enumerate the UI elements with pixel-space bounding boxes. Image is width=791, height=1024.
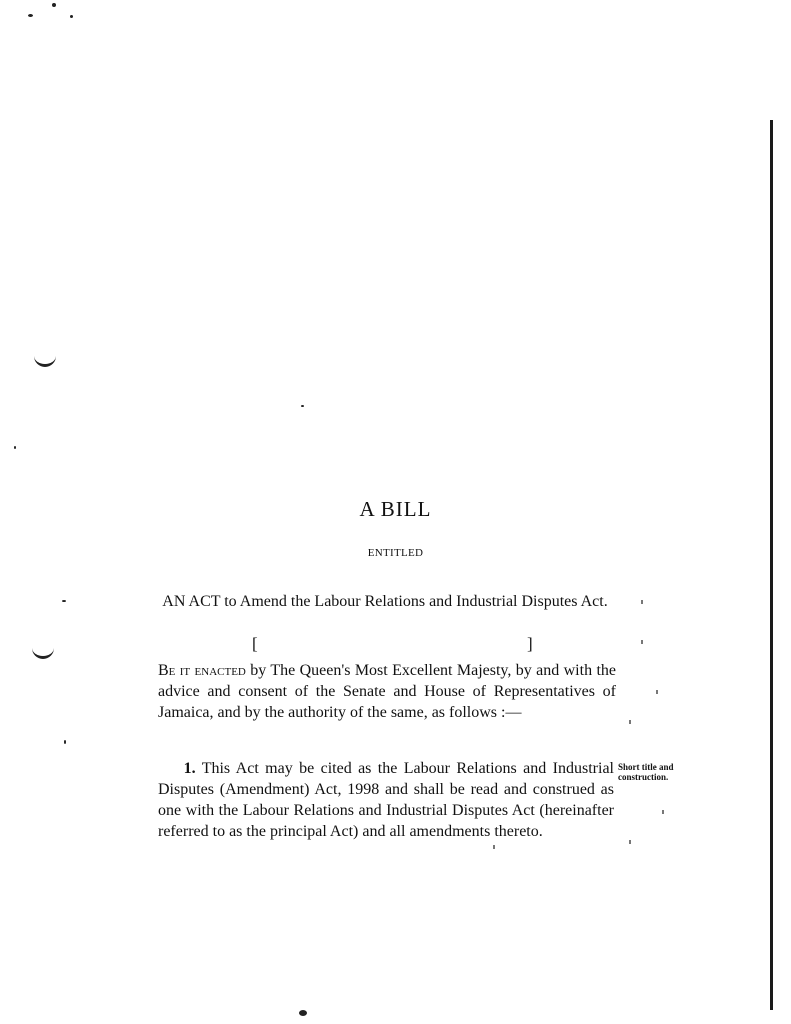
scan-speck <box>299 1010 307 1016</box>
enacting-lead: Be it enacted <box>158 662 246 679</box>
bracket-open: [ <box>252 634 258 653</box>
section-1 <box>158 758 614 842</box>
scan-dash <box>629 720 631 724</box>
section-number: 1. <box>183 760 196 777</box>
scan-speck <box>64 740 66 744</box>
scan-speck <box>14 446 16 449</box>
scan-dash <box>641 640 643 644</box>
scan-dash <box>493 845 495 849</box>
scan-dash <box>662 810 664 814</box>
scan-speck <box>52 3 56 7</box>
enacting-text: by The Queen's Most Excellent Majesty, by and with the advice and consent of the Senate and House of Representatives of Jamaica, and by the authority of the same, as follows :— <box>158 662 616 721</box>
scan-speck <box>62 600 66 602</box>
scan-mark <box>32 648 54 659</box>
bracket-close: ] <box>527 634 533 653</box>
scan-dash <box>656 690 658 694</box>
scan-mark <box>34 356 56 367</box>
scan-dash <box>641 600 643 604</box>
scan-speck <box>301 405 304 407</box>
scan-speck <box>28 14 33 17</box>
bill-title-text: A BILL <box>359 497 432 521</box>
scan-speck <box>70 15 73 18</box>
bill-title <box>0 497 791 522</box>
entitled-label: ENTITLED <box>367 547 424 559</box>
margin-note: Short title and construction. <box>618 762 674 782</box>
act-title: AN ACT to Amend the Labour Relations and Industrial Disputes Act. <box>162 593 608 610</box>
section-text: This Act may be cited as the Labour Relations and Industrial Disputes (Amendment) Act, 1998 and shall be read and construed as one with the Labour Relations and Industrial Disputes Act (hereinafter referred to as the principal Act) and all amendments thereto. <box>158 760 615 840</box>
scan-border-line <box>770 120 773 1010</box>
enacting-clause <box>158 660 616 723</box>
scan-dash <box>629 840 631 844</box>
